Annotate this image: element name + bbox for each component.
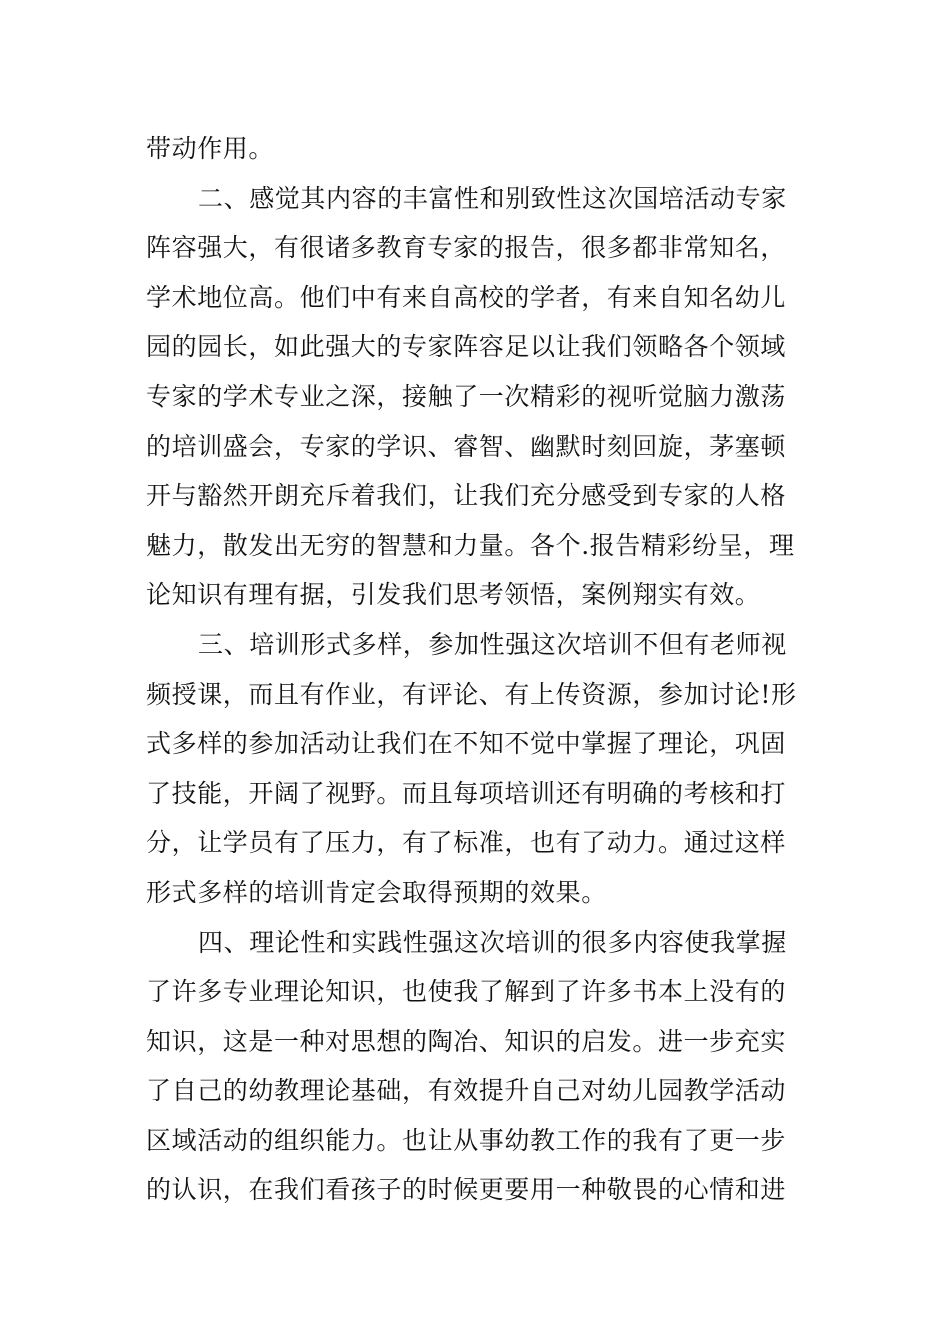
text-line: 知识，这是一种对思想的陶冶、知识的启发。进一步充实 xyxy=(146,1026,787,1056)
text-line: 的认识，在我们看孩子的时候更要用一种敬畏的心情和进 xyxy=(146,1175,787,1205)
text-line: 的培训盛会，专家的学识、睿智、幽默时刻回旋，茅塞顿 xyxy=(146,431,787,461)
text-line: 了自己的幼教理论基础，有效提升自己对幼儿园教学活动 xyxy=(146,1076,787,1106)
text-line: 论知识有理有据，引发我们思考领悟，案例翔实有效。 xyxy=(146,580,761,610)
text-line: 三、培训形式多样，参加性强这次培训不但有老师视 xyxy=(198,629,787,659)
text-line: 式多样的参加活动让我们在不知不觉中掌握了理论，巩固 xyxy=(146,729,787,759)
body-text xyxy=(146,124,810,1215)
paragraph-2 xyxy=(146,174,810,620)
text-line: 二、感觉其内容的丰富性和别致性这次国培活动专家 xyxy=(198,183,787,213)
text-line: 魅力，散发出无穷的智慧和力量。各个.报告精彩纷呈，理 xyxy=(146,530,795,560)
text-line: 区域活动的组织能力。也让从事幼教工作的我有了更一步 xyxy=(146,1125,787,1155)
text-line: 学术地位高。他们中有来自高校的学者，有来自知名幼儿 xyxy=(146,282,787,312)
text-line: 带动作用。 xyxy=(146,134,275,163)
text-line: 形式多样的培训肯定会取得预期的效果。 xyxy=(146,877,607,907)
text-line: 了技能，开阔了视野。而且每项培训还有明确的考核和打 xyxy=(146,778,787,808)
text-line: 分，让学员有了压力，有了标准，也有了动力。通过这样 xyxy=(146,828,787,858)
text-line: 了许多专业理论知识，也使我了解到了许多书本上没有的 xyxy=(146,977,787,1007)
paragraph-4 xyxy=(146,918,810,1216)
paragraph-1 xyxy=(146,124,810,174)
text-line: 开与豁然开朗充斥着我们，让我们充分感受到专家的人格 xyxy=(146,481,787,511)
text-line: 频授课，而且有作业，有评论、有上传资源，参加讨论!形 xyxy=(146,679,797,709)
text-line: 四、理论性和实践性强这次培训的很多内容使我掌握 xyxy=(198,927,787,957)
paragraph-3 xyxy=(146,620,810,918)
text-line: 阵容强大，有很诸多教育专家的报告，很多都非常知名， xyxy=(146,233,787,263)
text-line: 园的园长，如此强大的专家阵容足以让我们领略各个领域 xyxy=(146,332,787,362)
text-line: 专家的学术专业之深，接触了一次精彩的视听觉脑力激荡 xyxy=(146,381,787,411)
